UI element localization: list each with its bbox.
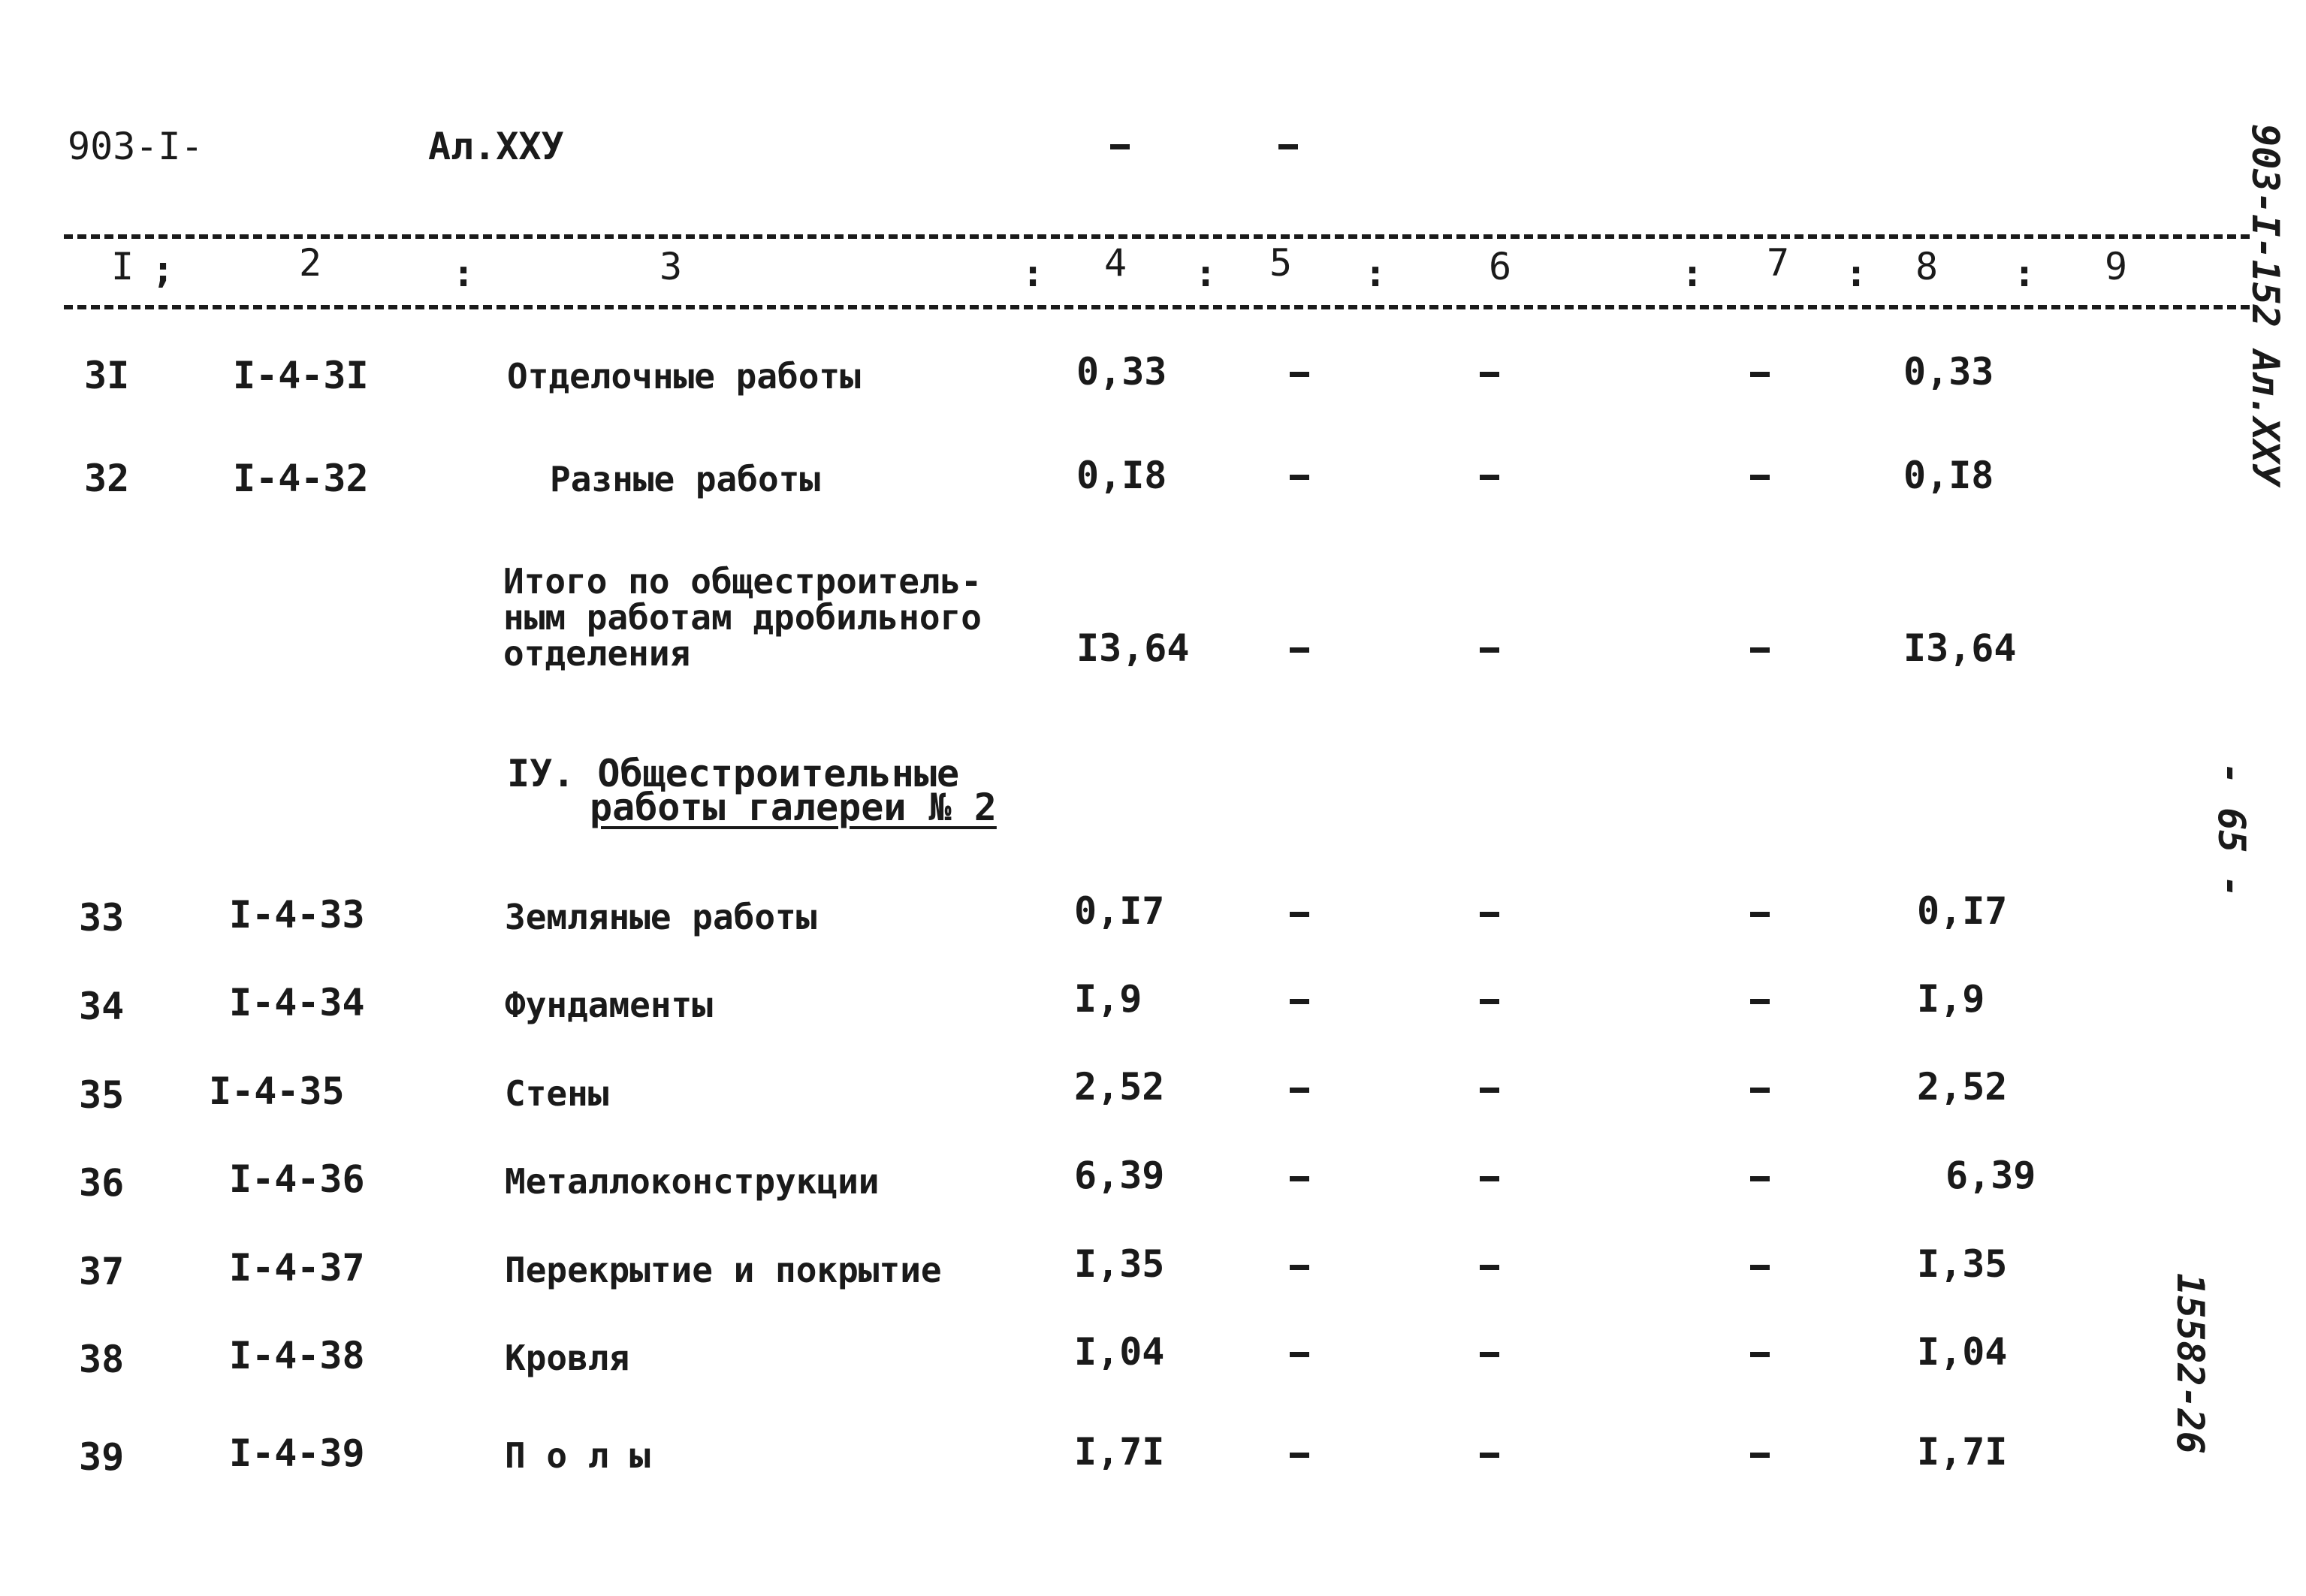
row-col7 xyxy=(1750,1352,1770,1357)
row-name: Фундаменты xyxy=(505,985,713,1025)
col-num-9: 9 xyxy=(2105,245,2128,288)
col-sep-2: : xyxy=(452,252,475,295)
col-sep-6: : xyxy=(1681,252,1704,295)
row-code: I-4-36 xyxy=(229,1157,365,1201)
row-col5 xyxy=(1290,912,1309,917)
col-num-3: 3 xyxy=(660,245,683,288)
subtotal-label: Итого по общестроитель- ным работам дробильного отделения xyxy=(503,561,982,674)
row-col7 xyxy=(1750,1088,1770,1093)
row-code: I-4-38 xyxy=(229,1334,365,1377)
row-number: 36 xyxy=(79,1161,125,1205)
col-sep-4: : xyxy=(1194,252,1218,295)
col-sep-5: : xyxy=(1364,252,1387,295)
col-num-6: 6 xyxy=(1489,245,1512,288)
header-rule-top xyxy=(64,234,2250,239)
row-col4: 2,52 xyxy=(1074,1065,1165,1109)
row-col7 xyxy=(1750,999,1770,1004)
col-num-2: 2 xyxy=(299,241,322,285)
margin-document-number: 15582-26 xyxy=(2169,1273,2212,1454)
subtotal-col8: I3,64 xyxy=(1903,626,2017,670)
row-col4: I,04 xyxy=(1074,1330,1165,1374)
section-line-1: IУ. Общестроительные xyxy=(507,752,960,795)
section-line-2: работы галереи № 2 xyxy=(590,786,997,829)
row-col6 xyxy=(1480,999,1499,1004)
row-col8: 0,I7 xyxy=(1917,889,2008,933)
subtotal-col7 xyxy=(1750,647,1770,653)
col-num-7: 7 xyxy=(1767,241,1790,285)
row-name: П о л ы xyxy=(505,1435,650,1476)
margin-page-number: - 65 - xyxy=(2210,762,2253,898)
subtotal-col5 xyxy=(1290,647,1309,653)
row-col8: 0,I8 xyxy=(1903,454,1994,497)
header-rule-bottom xyxy=(64,305,2250,309)
row-col8: I,35 xyxy=(1917,1242,2008,1286)
row-col5 xyxy=(1290,1453,1309,1458)
subtotal-col6 xyxy=(1480,647,1499,653)
row-col7 xyxy=(1750,372,1770,377)
sheet-label: Ал.ХХУ xyxy=(428,125,564,168)
row-col7 xyxy=(1750,1176,1770,1181)
row-name: Разные работы xyxy=(550,459,821,499)
col-num-5: 5 xyxy=(1269,241,1293,285)
margin-document-code: 903-I-152 Ал.ХХУ xyxy=(2244,124,2287,486)
row-name: Кровля xyxy=(505,1338,630,1378)
row-number: 3I xyxy=(84,354,130,397)
row-col6 xyxy=(1480,1088,1499,1093)
row-col4: I,35 xyxy=(1074,1242,1165,1286)
row-col5 xyxy=(1290,999,1309,1004)
row-name: Металлоконструкции xyxy=(505,1161,880,1202)
col-sep-3: : xyxy=(1022,252,1045,295)
col-sep-1: ; xyxy=(152,248,175,291)
row-col4: I,9 xyxy=(1074,977,1142,1021)
row-col7 xyxy=(1750,1265,1770,1270)
row-col5 xyxy=(1290,1088,1309,1093)
col-num-4: 4 xyxy=(1104,241,1127,285)
row-col8: 2,52 xyxy=(1917,1065,2008,1109)
row-number: 39 xyxy=(79,1435,125,1479)
row-code: I-4-35 xyxy=(209,1070,345,1113)
col-sep-7: : xyxy=(1845,252,1868,295)
row-name: Земляные работы xyxy=(505,897,817,937)
row-col4: 0,33 xyxy=(1076,350,1167,394)
header-dash-b xyxy=(1278,144,1298,149)
row-code: I-4-33 xyxy=(229,893,365,937)
row-name: Перекрытие и покрытие xyxy=(505,1250,942,1290)
row-col8: I,04 xyxy=(1917,1330,2008,1374)
row-col6 xyxy=(1480,1352,1499,1357)
row-number: 32 xyxy=(84,457,130,500)
row-col4: 6,39 xyxy=(1074,1154,1165,1197)
row-col8: I,9 xyxy=(1917,977,1985,1021)
row-col5 xyxy=(1290,1352,1309,1357)
row-col7 xyxy=(1750,475,1770,480)
row-col4: 0,I8 xyxy=(1076,454,1167,497)
col-sep-8: : xyxy=(2013,252,2036,295)
row-col8: 0,33 xyxy=(1903,350,1994,394)
row-code: I-4-32 xyxy=(233,457,369,500)
row-code: I-4-39 xyxy=(229,1432,365,1475)
row-col7 xyxy=(1750,1453,1770,1458)
row-col5 xyxy=(1290,372,1309,377)
row-number: 35 xyxy=(79,1073,125,1117)
col-num-8: 8 xyxy=(1915,245,1939,288)
row-col5 xyxy=(1290,475,1309,480)
row-col5 xyxy=(1290,1265,1309,1270)
doc-code: 903-I- xyxy=(68,125,204,168)
row-col6 xyxy=(1480,1176,1499,1181)
row-code: I-4-34 xyxy=(229,981,365,1024)
header-dash-a xyxy=(1110,144,1130,149)
row-number: 38 xyxy=(79,1338,125,1381)
row-col4: I,7I xyxy=(1074,1430,1165,1474)
row-col4: 0,I7 xyxy=(1074,889,1165,933)
row-number: 37 xyxy=(79,1250,125,1293)
row-number: 34 xyxy=(79,985,125,1028)
row-col7 xyxy=(1750,912,1770,917)
row-col8: I,7I xyxy=(1917,1430,2008,1474)
row-col6 xyxy=(1480,912,1499,917)
row-col6 xyxy=(1480,372,1499,377)
subtotal-col4: I3,64 xyxy=(1076,626,1190,670)
row-col6 xyxy=(1480,1265,1499,1270)
row-code: I-4-37 xyxy=(229,1246,365,1290)
row-name: Отделочные работы xyxy=(507,356,861,397)
row-number: 33 xyxy=(79,896,125,940)
row-col5 xyxy=(1290,1176,1309,1181)
row-code: I-4-3I xyxy=(233,354,369,397)
row-col6 xyxy=(1480,1453,1499,1458)
row-name: Стены xyxy=(505,1073,609,1114)
col-num-1: I xyxy=(111,245,134,288)
row-col6 xyxy=(1480,475,1499,480)
row-col8: 6,39 xyxy=(1945,1154,2036,1197)
